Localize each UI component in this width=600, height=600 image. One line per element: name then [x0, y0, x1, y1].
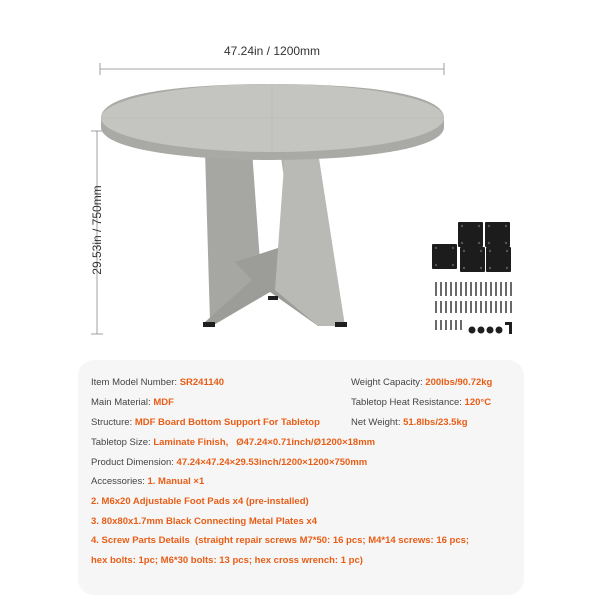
foot-pads-and-wrench	[469, 322, 513, 334]
spec-weight-capacity: Weight Capacity: 200lbs/90.72kg	[351, 377, 493, 388]
spec-tabletop-size: Tabletop Size: Laminate Finish, Ø47.24×0.71inch/Ø1200×18mm	[91, 437, 376, 448]
accessory-metal-plates: 3. 80x80x1.7mm Black Connecting Metal Plates x4	[91, 516, 317, 527]
accessory-screws-line1: 4. Screw Parts Details (straight repair screws M7*50: 16 pcs; M4*14 screws: 16 pcs;	[91, 535, 470, 546]
accessory-foot-pads: 2. M6x20 Adjustable Foot Pads x4 (pre-installed)	[91, 496, 309, 507]
spec-model: Item Model Number: SR241140	[91, 377, 225, 388]
table-base	[203, 150, 347, 327]
spec-structure: Structure: MDF Board Bottom Support For Tabletop	[91, 417, 320, 428]
connecting-metal-plates	[432, 222, 511, 272]
height-dimension-text: 29.53in / 750mm	[90, 185, 104, 275]
accessory-screws-line2: hex bolts: 1pc; M6*30 bolts: 13 pcs; hex cross wrench: 1 pc)	[91, 555, 363, 566]
specifications-panel	[78, 360, 524, 595]
width-dimension-line	[100, 63, 444, 75]
screw-parts	[436, 282, 511, 330]
spec-material: Main Material: MDF	[91, 397, 174, 408]
spec-net-weight: Net Weight: 51.8lbs/23.5kg	[351, 417, 468, 428]
tabletop	[101, 84, 444, 160]
width-dimension-label: 47.24in / 1200mm	[223, 44, 321, 58]
spec-accessories: Accessories: 1. Manual ×1	[91, 476, 205, 487]
spec-heat-resistance: Tabletop Heat Resistance: 120°C	[351, 397, 492, 408]
spec-product-dimension: Product Dimension: 47.24×47.24×29.53inch/1200×1200×750mm	[91, 457, 368, 468]
